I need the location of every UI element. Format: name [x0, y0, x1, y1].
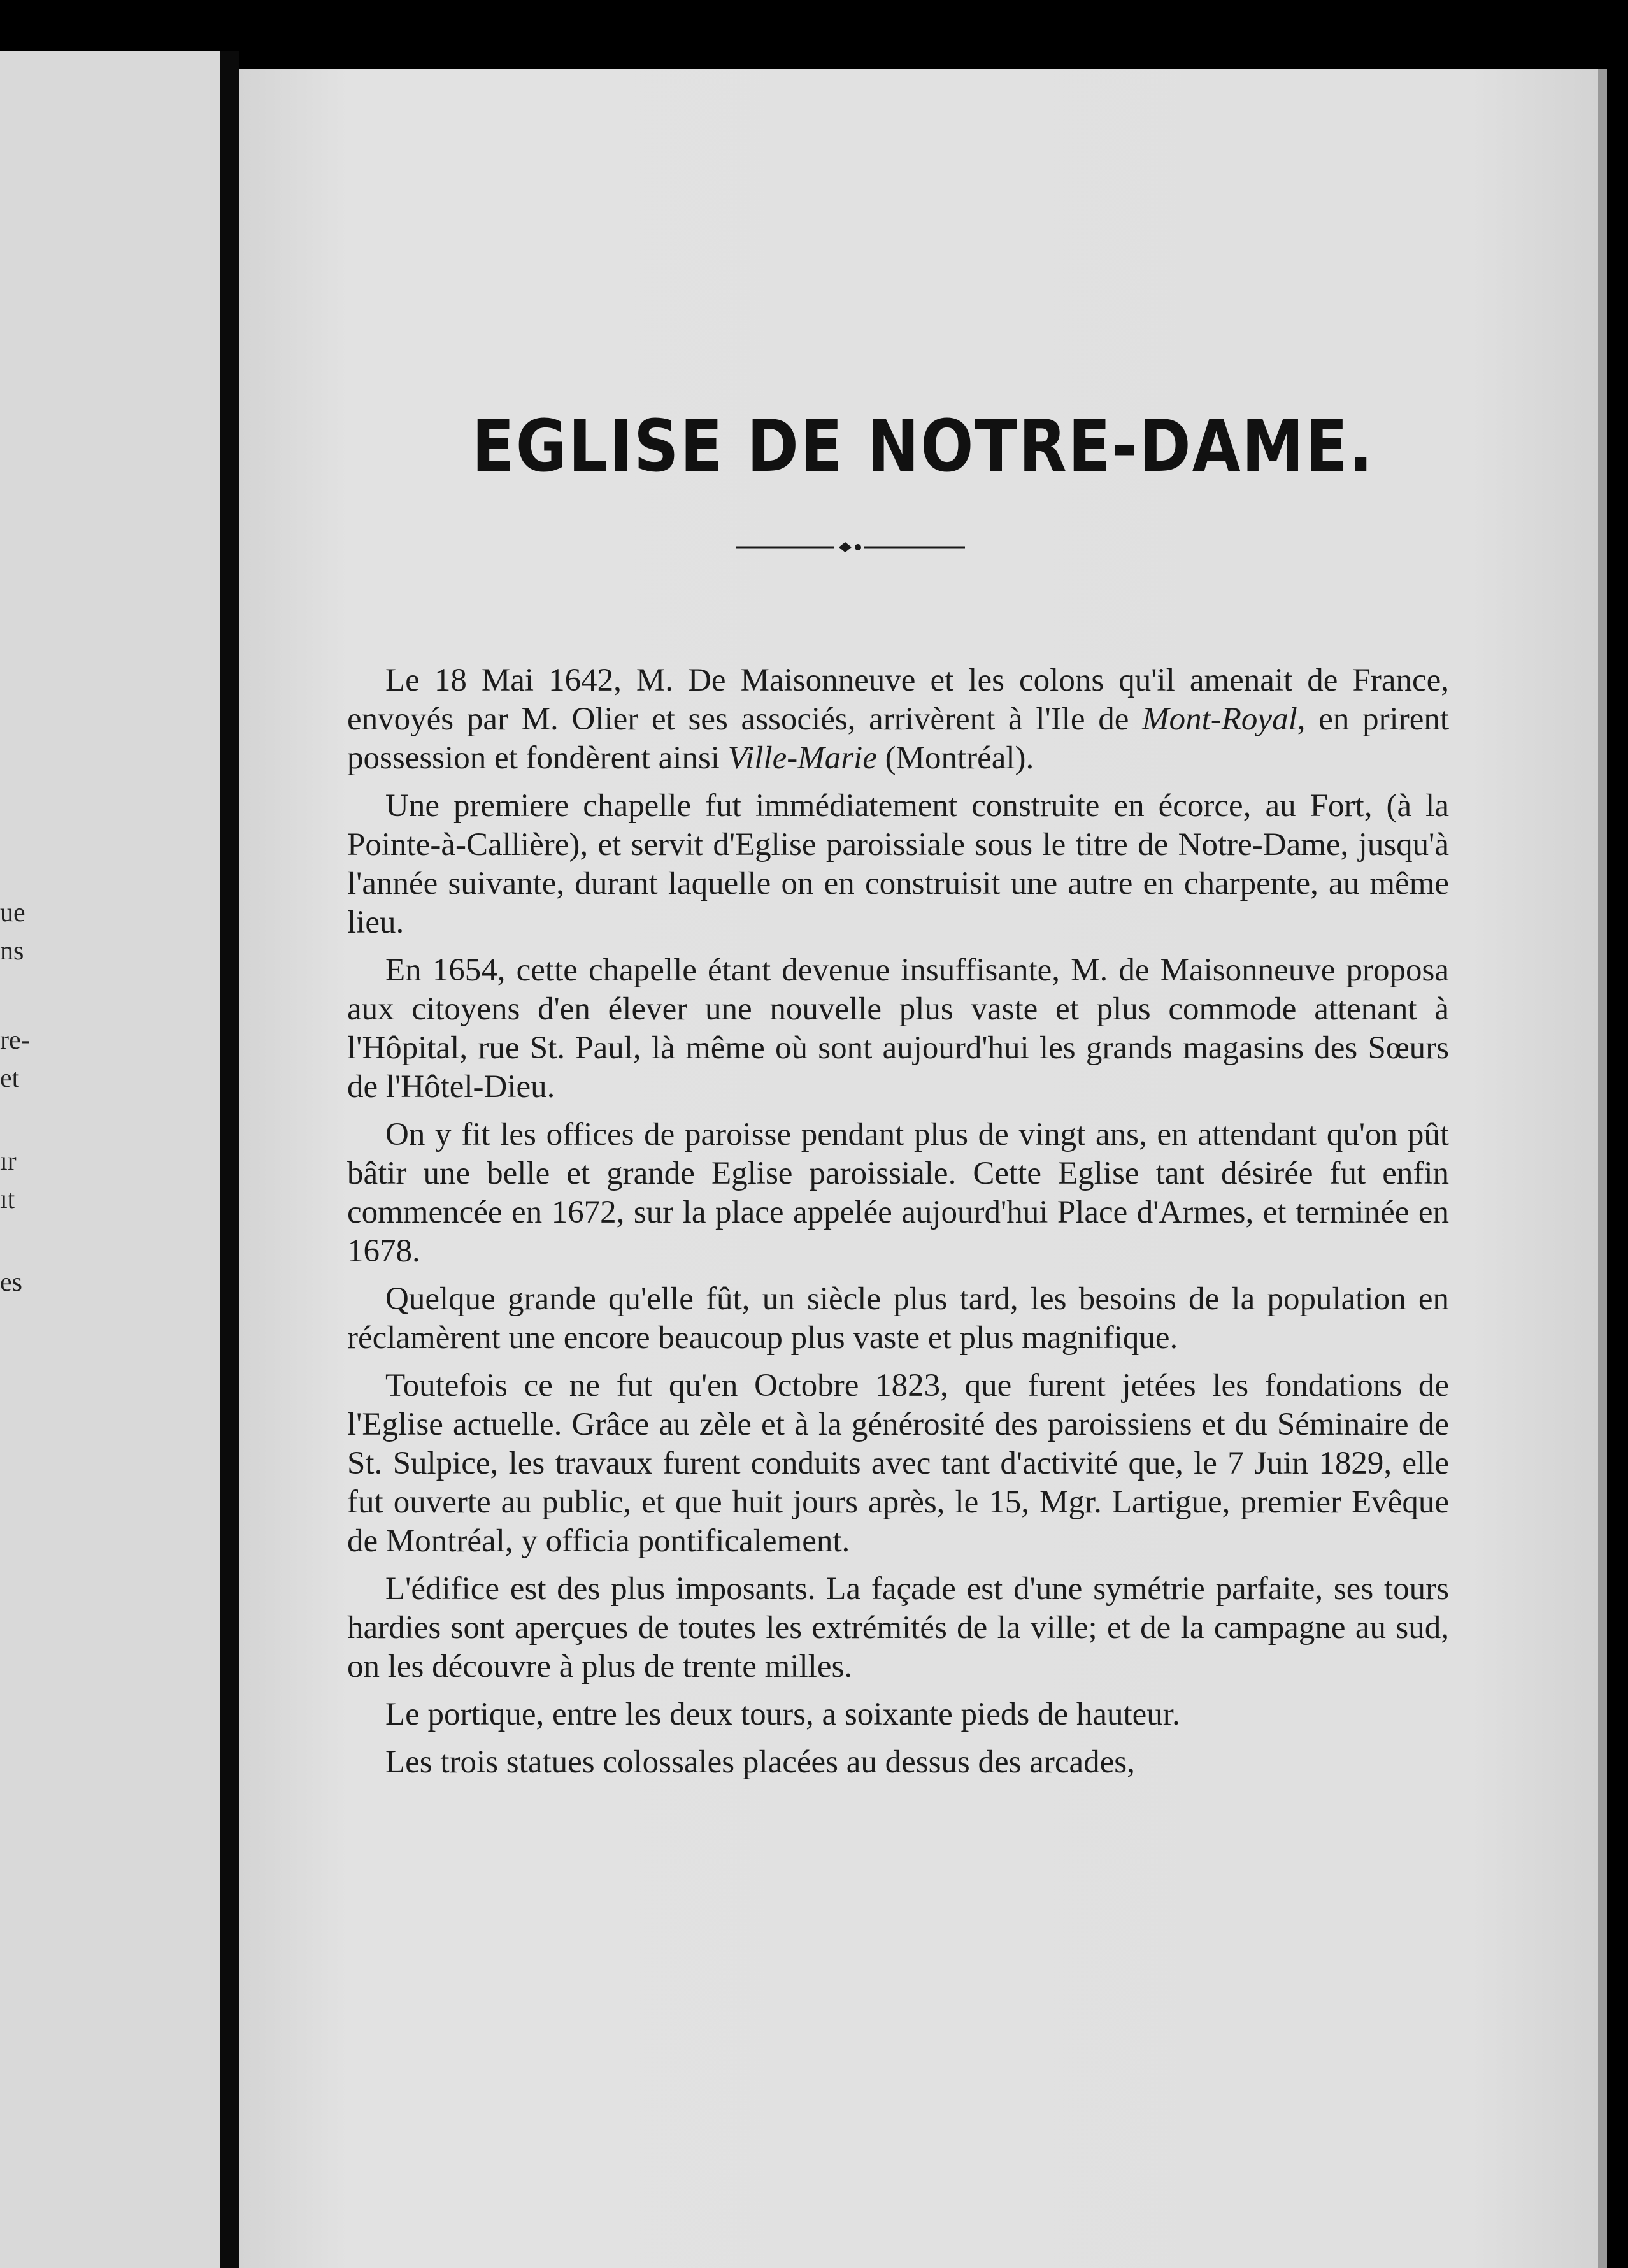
paragraph: Quelque grande qu'elle fût, un siècle plus tard, les besoins de la population en réclamèrent une encore beaucoup plus vaste et plus magnifique.: [347, 1281, 1449, 1356]
left-page-fragment: et: [0, 1064, 20, 1093]
left-page-fragment: ue: [0, 898, 25, 928]
page-edge: [1598, 69, 1607, 2268]
body-text: [347, 661, 1449, 1791]
facing-page-fragment: [0, 51, 220, 2268]
paragraph: Les trois statues colossales placées au dessus des arcades,: [385, 1744, 1135, 1780]
document-page: [239, 69, 1607, 2268]
ornament-divider: [736, 538, 965, 557]
left-page-fragment: ns: [0, 937, 24, 966]
left-page-fragment: ır: [0, 1147, 17, 1176]
paragraph: En 1654, cette chapelle étant devenue insuffisante, M. de Maisonneuve proposa aux citoyens d'en élever une nouvelle plus vaste et plus commode attenant à l'Hôpital, rue St. Paul, là même où sont aujourd'hui les grands magasins des Sœurs de l'Hôtel-Dieu.: [347, 952, 1449, 1105]
page-title: EGLISE DE NOTRE-DAME.: [471, 405, 1375, 489]
paragraph: Le portique, entre les deux tours, a soixante pieds de hauteur.: [385, 1697, 1180, 1732]
place-name: Ville-Marie: [727, 740, 877, 776]
paragraph: Une premiere chapelle fut immédiatement construite en écorce, au Fort, (à la Pointe-à-Callière), et servit d'Eglise paroissiale sous le titre de Notre-Dame, jusqu'à l'année suivante, durant laquelle on en construisit une autre en charpente, au même lieu.: [347, 788, 1449, 940]
place-name: Mont-Royal: [1142, 701, 1297, 737]
left-page-fragment: ıt: [0, 1185, 15, 1214]
page-gutter: [220, 51, 239, 2268]
paragraph: Toutefois ce ne fut qu'en Octobre 1823, que furent jetées les fondations de l'Eglise actuelle. Grâce au zèle et à la générosité des paroissiens et du Séminaire de St. Sulpice, les travaux furent conduits avec tant d'activité que, le 7 Juin 1829, elle fut ouverte au public, et que huit jours après, le 15, Mgr. Lartigue, premier Evêque de Montréal, y officia pontificalement.: [347, 1368, 1449, 1559]
paragraph: On y fit les offices de paroisse pendant plus de vingt ans, en attendant qu'on pût bâtir une belle et grande Eglise paroissiale. Cette Eglise tant désirée fut enfin commencée en 1672, sur la place appelée aujourd'hui Place d'Armes, et terminée en 1678.: [347, 1117, 1449, 1269]
left-page-fragment: es: [0, 1268, 22, 1297]
paragraph: Le 18 Mai 1642, M. De Maisonneuve et les colons qu'il amenait de France, envoyés par M. Olier et ses associés, arrivèrent à l'Ile de Mont-Royal, en prirent possession et fondèrent ainsi Ville-Marie (Montréal).: [347, 663, 1450, 776]
left-page-fragment: re-: [0, 1026, 30, 1055]
paragraph: L'édifice est des plus imposants. La façade est d'une symétrie parfaite, ses tours hardies sont aperçues de toutes les extrémités de la ville; et de la campagne au sud, on les découvre à plus de trente milles.: [347, 1571, 1449, 1684]
